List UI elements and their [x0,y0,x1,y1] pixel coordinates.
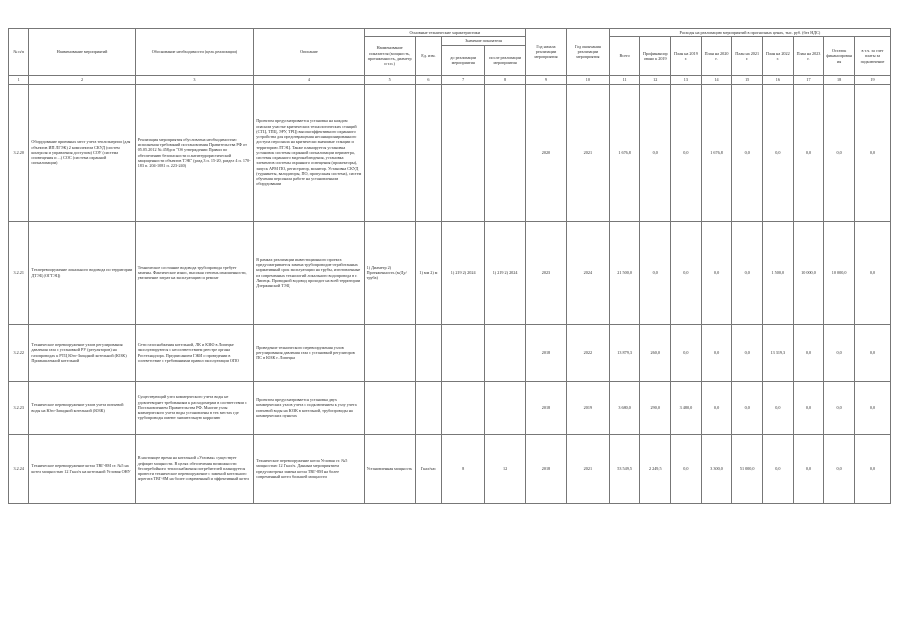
col-plan-2020-header: План на 2020 г. [701,37,732,75]
row-after [485,381,526,434]
row-before: 8 [442,434,485,503]
col-plan-2019-header: План на 2019 г. [671,37,702,75]
col-number: 15 [732,75,763,84]
row-plan-2019: 0,0 [671,221,702,324]
row-remaining: 0,0 [824,434,855,503]
row-justification: Техническое состояние водовода трубопровода требует замены. Фактическое износ, высокая степень изношенности, увеличение затрат на эксплуатацию и ремонт [135,221,254,324]
col-number: 18 [824,75,855,84]
col-total-header: Всего [609,37,640,75]
row-prefinanced: 2 249,5 [640,434,671,503]
row-indicator: Установленная мощность [364,434,415,503]
col-values-header: Значение показателя [442,37,526,45]
row-including: 0,0 [854,221,890,324]
row-total: 13 879,3 [609,324,640,381]
col-number: 4 [254,75,364,84]
col-unit-header: Ед. изм. [415,37,442,75]
col-description-header: Описание [254,29,364,76]
row-after: 12 [485,434,526,503]
row-start-year: 2018 [526,324,567,381]
row-total: 21 500,0 [609,221,640,324]
row-total: 1 676,8 [609,84,640,221]
row-justification: Существующий узел коммерческого учета воды не удовлетворяет требованиям к расходомерам в соответствии с Постановлением Правительства РФ. Многие узлы коммерческого учета воды установлены в тех местах где трубопроводы имеют значительную коррозию [135,381,254,434]
row-plan-2022: 0,0 [763,84,794,221]
col-plan-2023-header: План на 2023 г. [793,37,824,75]
row-plan-2023: 0,0 [793,434,824,503]
col-prefinanced-header: Профинансировано к 2019 [640,37,671,75]
row-end-year: 2024 [566,221,609,324]
row-name: Техническое перевооружение узлов учета питьевой воды на Юго-Западной котельной (ЮЗК) [29,381,135,434]
col-number: 16 [763,75,794,84]
col-number: 3 [135,75,254,84]
row-description: Проектом предусматривается установка на каждом опасном участке критических технологических станций (СТЦ, ТПЦ, ЭРУ, ТРЦ) высокоэффективного охранного устройства для предотвращения несанкционированного доступа персонала на критически значимые станции и территорию ЛТЭЦ. Также планируется установка установок системы охранной сигнализации периметра, системы охранного видеонаблюдения, установка элементов системы охранного освещения (прожекторы), запуск АРМ ПО, регистратор, монитор. Установка СКУД (турникеты, валидаторы, ПО, пропускная система), систем обучения персонала работе на установленном оборудовании [254,84,364,221]
row-plan-2023: 0,0 [793,324,824,381]
row-prefinanced: 0,0 [640,84,671,221]
row-plan-2022: 0,0 [763,434,794,503]
col-after-header: после реализации мероприятия [485,45,526,75]
col-number: 19 [854,75,890,84]
group-tech-header: Основные технические характеристики [364,29,525,37]
row-start-year: 2018 [526,434,567,503]
row-total: 53 549,5 [609,434,640,503]
col-number: 10 [566,75,609,84]
row-plan-2023: 10 000,0 [793,221,824,324]
row-description: Проектом предусматривается установка двух коммерческих узлов учета с подключением к узлу учета питьевой воды на ЮЗК в котельной, трубопроводы на коммерческих пунктах [254,381,364,434]
row-end-year: 2019 [566,381,609,434]
col-number: 1 [9,75,29,84]
row-description: Техническое перевооружение котла Угловая ст. №5 мощностью 12 Гкал/ч. Данным мероприятием предусмотрена замена котла ТВГ-8М на более современный котел большей мощности [254,434,364,503]
row-number: 3.2.22 [9,324,29,381]
row-start-year: 2018 [526,381,567,434]
row-indicator: 1) Диаметр 2) Протяженность (м/Ду/труба) [364,221,415,324]
row-plan-2021: 0,0 [732,84,763,221]
col-before-header: до реализации мероприятия [442,45,485,75]
col-name-header: Наименование мероприятий [29,29,135,76]
row-indicator [364,84,415,221]
row-including: 0,0 [854,84,890,221]
row-name: Техническое перевооружение котла ТВГ-8М ст. №5 на котел мощностью 12 Гкал/ч на котельной Угловая ОНУ [29,434,135,503]
table-row [9,434,891,503]
row-including: 0,0 [854,324,890,381]
table-row [9,84,891,221]
row-unit: 1) мм 2) м [415,221,442,324]
row-prefinanced: 290,0 [640,381,671,434]
col-number: 6 [415,75,442,84]
row-plan-2019: 0,0 [671,434,702,503]
col-number: 17 [793,75,824,84]
row-before [442,84,485,221]
row-remaining: 0,0 [824,84,855,221]
table-row [9,381,891,434]
col-num-header: № п/п [9,29,29,76]
row-indicator [364,381,415,434]
col-justification-header: Обоснование необходимости (цель реализации) [135,29,254,76]
row-plan-2019: 0,0 [671,84,702,221]
row-remaining: 10 000,0 [824,221,855,324]
row-plan-2019: 0,0 [671,324,702,381]
row-name: Техперевооружение локального водовода по территории ДТЭЦ (ОГТЭЦ) [29,221,135,324]
row-plan-2022: 13 319,3 [763,324,794,381]
row-before [442,324,485,381]
row-number: 3.2.21 [9,221,29,324]
row-after [485,324,526,381]
row-indicator [364,324,415,381]
col-start-header: Год начала реализации мероприятия [526,29,567,76]
row-including: 0,0 [854,381,890,434]
row-end-year: 2021 [566,84,609,221]
col-end-header: Год окончания реализации мероприятия [566,29,609,76]
row-plan-2023: 0,0 [793,381,824,434]
row-prefinanced: 0,0 [640,221,671,324]
row-name: Оборудование приемных мест учета теплоэнергии (для объектов ИП ЛГЭК) 2 комплектом СКУД (систем контроля и управления доступом) СОУ (система оповещения и ...) СОС (система охранной сигнализации) [29,84,135,221]
row-unit: Гкал/час [415,434,442,503]
row-plan-2020: 0,0 [701,381,732,434]
col-number: 2 [29,75,135,84]
row-name: Техническое перевооружение узлов регулирования давления газа с установкой РУ (регуляторов) на газопроводах к РТЦ Юго-Западной котельной (ЮЗК) Промышленной котельной [29,324,135,381]
row-end-year: 2021 [566,434,609,503]
row-number: 3.2.24 [9,434,29,503]
row-plan-2021: 0,0 [732,221,763,324]
col-number: 13 [671,75,702,84]
row-total: 3 680,0 [609,381,640,434]
col-number: 5 [364,75,415,84]
row-plan-2021: 51 000,0 [732,434,763,503]
column-number-row [9,75,891,84]
col-number: 14 [701,75,732,84]
row-start-year: 2020 [526,84,567,221]
row-plan-2021: 0,0 [732,324,763,381]
col-plan-2022-header: План на 2022 г. [763,37,794,75]
row-plan-2020: 0,0 [701,221,732,324]
col-number: 12 [640,75,671,84]
col-remaining-header: Остаток финансирования [824,37,855,75]
row-unit [415,84,442,221]
row-after: 1) 219 2) 2024 [485,221,526,324]
row-plan-2022: 0,0 [763,381,794,434]
row-description: Проведение технического перевооружения узлов регулирования давления газа с установкой регуляторов ПС в ЮЗК г. Липецка [254,324,364,381]
row-plan-2019: 3 480,0 [671,381,702,434]
table-row [9,221,891,324]
row-number: 3.2.20 [9,84,29,221]
investment-program-table [8,28,891,504]
col-number: 7 [442,75,485,84]
row-end-year: 2022 [566,324,609,381]
group-finance-header: Расходы на реализацию мероприятий в прогнозных ценах, тыс. руб. (без НДС) [609,29,890,37]
row-plan-2020: 3 300,0 [701,434,732,503]
col-number: 9 [526,75,567,84]
row-plan-2020: 0,0 [701,324,732,381]
row-before [442,381,485,434]
row-justification: В настоящее время на котельной «Угловая» существует дефицит мощности. В целях обеспечения возможности бесперебойного теплоснабжения потребителей планируется провести техническое перевооружение с заменой котельного агрегата ТВГ-8М на более современный и эффективный котел [135,434,254,503]
table-row [9,324,891,381]
col-indicator-header: Наименование показателя (мощность, протяженность, диаметр и т.п.) [364,37,415,75]
row-including: 0,0 [854,434,890,503]
row-plan-2023: 0,0 [793,84,824,221]
row-justification: Сети газоснабжения котельной, ЛК и КЗЮ в Липецке эксплуатируются с несоответствием реестре органа Ростехнадзора. Предписанием ГЖИ о проведении в соответствие с требованиями правил эксплуатации ОПО [135,324,254,381]
col-number: 8 [485,75,526,84]
row-description: В рамках реализации инвестиционного проекта предусматривается замена трубопроводов-отработанных нормативный срок эксплуатации на трубы, изготовленные из современных технологий локального водопровода в г. Липецк. Проводной водовод проходит на всей территории Дзержинской ТЭЦ [254,221,364,324]
row-unit [415,381,442,434]
col-number: 11 [609,75,640,84]
row-plan-2020: 1 676,8 [701,84,732,221]
row-before: 1) 219 2) 2024 [442,221,485,324]
row-remaining: 0,0 [824,381,855,434]
row-plan-2022: 1 500,0 [763,221,794,324]
col-plan-2021-header: План на 2021 г. [732,37,763,75]
col-including-header: в т.ч. за счет платы за подключение [854,37,890,75]
row-start-year: 2023 [526,221,567,324]
row-prefinanced: 260,0 [640,324,671,381]
row-unit [415,324,442,381]
row-after [485,84,526,221]
row-number: 3.2.23 [9,381,29,434]
row-remaining: 0,0 [824,324,855,381]
row-plan-2021: 0,0 [732,381,763,434]
row-justification: Реализация мероприятия обусловлена необходимостью исполнения требований постановления Правительства РФ от 05.05.2012 № 458дсп "Об утверждении Правил по обеспечению безопасности и антитеррористической защищенности объектов ТЭК" (разд.3 п. 15-20, раздел 4 п. 170-183 п. 204-1081 п. 223-240) [135,84,254,221]
